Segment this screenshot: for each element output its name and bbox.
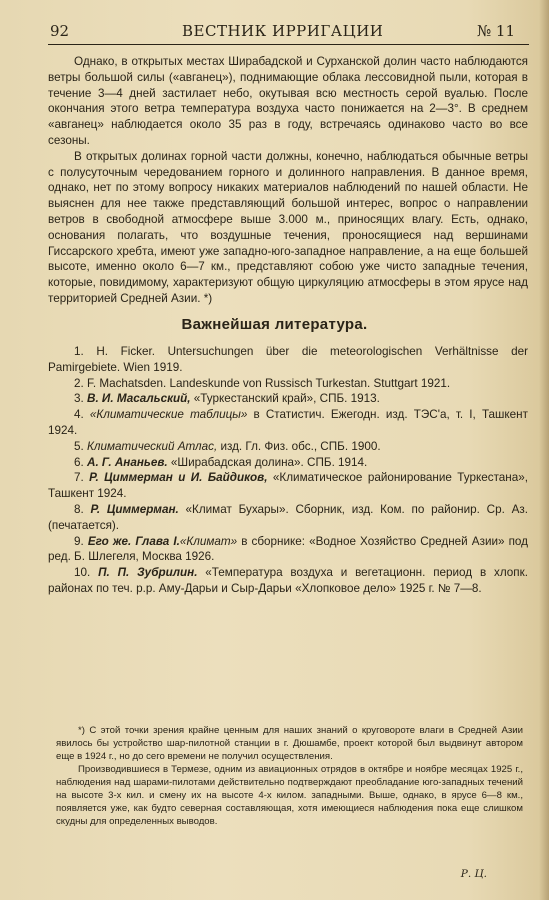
body-paragraph-2: В открытых долинах горной части должны, конечно, наблюдаться обычные ветры с полусуточным чередованием горного и долинного направления. В данное время, однако, нет по этому вопросу никаких материалов наблюдений по нашей области. Не выяснен для нее также представляющий большой интерес, вопрос о направлении ветров в свободной атмосфере выше 3.000 м., приносящих влагу. Есть, однако, основания полагать, что воздушные течения, проносящиеся над вершинами Гиссарского хребта, имеют уже западно-юго-западное направление, а на еще большей высоте, именно около 6—7 км., представляют собою уже чисто западные течения, которые, повидимому, характеризуют общую циркуляцию атмосферы в этом ярусе над территорией Средней Азии. *) bbox=[48, 149, 528, 305]
reference-number: 4. bbox=[74, 408, 84, 422]
reference-list bbox=[48, 344, 528, 597]
reference-text: изд. Гл. Физ. обс., СПБ. 1900. bbox=[217, 439, 381, 453]
reference-italic-title: «Климатические таблицы» bbox=[89, 408, 248, 422]
header-rule bbox=[48, 44, 529, 45]
reference-number: 6. bbox=[74, 455, 84, 469]
journal-title: ВЕСТНИК ИРРИГАЦИИ bbox=[182, 22, 384, 40]
literature-heading: Важнейшая литература. bbox=[181, 316, 368, 333]
reference-item bbox=[48, 391, 528, 407]
body-paragraph-1: Однако, в открытых местах Ширабадской и Сурханской долин часто наблюдаются ветры большой силы («авганец»), поднимающие облака лессовидной пыли, которая в течение 3—4 дней застилает небо, окутывая всю местность серой вуалью. После окончания этого ветра температура воздуха часто понижается на 2—3°. В среднем «авганец» наблюдается около 35 раз в году, встречаясь одинаково часто во все сезоны. bbox=[48, 55, 528, 147]
reference-text: «Климатическое районирование Туркестана», Ташкент 1924. bbox=[48, 471, 529, 501]
reference-number: 1. bbox=[74, 345, 84, 358]
reference-item bbox=[48, 455, 528, 471]
reference-text: H. Ficker. Untersuchungen über die meteorologischen Verhältnisse der Pamirgebiete. Wien 1919. bbox=[48, 345, 528, 374]
reference-author: П. П. Зубрилин. bbox=[98, 566, 198, 580]
reference-text: в Статистич. Ежегодн. изд. ТЭС'а, т. I, Ташкент 1924. bbox=[48, 408, 528, 437]
reference-author: Его же. Глава I. bbox=[87, 534, 180, 548]
reference-text: «Климат Бухары». Сборник, изд. Ком. по районир. Ср. Аз. (печатается). bbox=[48, 502, 528, 532]
reference-author: Р. Циммерман. bbox=[90, 502, 179, 516]
footnote-paragraph-1: *) С этой точки зрения крайне ценным для наших знаний о круговороте влаги в Средней Азии явилось бы устройство шар-пилотной станции в г. Дюшамбе, проект которой был выдвинут автором еще в 1924 г., но до сего времени не получил осуществления. bbox=[56, 725, 523, 762]
reference-item bbox=[48, 407, 528, 439]
reference-author: В. И. Масальский, bbox=[87, 392, 191, 406]
issue-number: № 11 bbox=[476, 22, 515, 40]
reference-italic-title: «Климат» bbox=[179, 534, 238, 548]
reference-item bbox=[48, 565, 528, 597]
reference-number: 5. bbox=[74, 439, 84, 453]
reference-item bbox=[48, 534, 528, 566]
reference-text: F. Machatsden. Landeskunde von Russisch Turkestan. Stuttgart 1921. bbox=[87, 376, 451, 390]
footnote bbox=[56, 724, 523, 828]
reference-item bbox=[48, 470, 528, 502]
reference-author: А. Г. Ананьев. bbox=[87, 455, 168, 469]
reference-item bbox=[48, 376, 528, 392]
page-edge-shadow bbox=[539, 0, 549, 900]
reference-text: «Температура воздуха и вегетационн. период в хлопк. районах по теч. р.р. Аму-Дарьи и Сыр-Дарьи «Хлопковое дело» 1925 г. № 7—8. bbox=[48, 566, 528, 595]
reference-text: «Ширабадская долина». СПБ. 1914. bbox=[167, 455, 368, 469]
reference-number: 3. bbox=[74, 392, 84, 406]
reference-text: в сборнике: «Водное Хозяйство Средней Азии» под ред. Б. Шлегеля, Москва 1926. bbox=[48, 534, 528, 564]
reference-number: 9. bbox=[74, 534, 84, 548]
running-header bbox=[50, 18, 527, 42]
reference-item bbox=[48, 344, 528, 376]
footnote-paragraph-2: Производившиеся в Термезе, одним из авиационных отрядов в октябре и ноябре месяцах 1925 г., наблюдения над шарами-пилотами действительно подтверждают преобладание юго-западных течений на высоте 3-х кил. и смену их на высоте 4-х килом. западными. Выше, однако, в ярусе 6—8 км., появляется уже, как будто северная составляющая, хотя имеющиеся наблюдения пока еще слишком скудны для определенных выводов. bbox=[56, 764, 523, 827]
reference-author: Р. Циммерман и И. Байдиков, bbox=[89, 471, 268, 485]
reference-text: «Туркестанский край», СПБ. 1913. bbox=[190, 392, 380, 406]
footnote-signature: Р. Ц. bbox=[460, 868, 487, 880]
reference-number: 7. bbox=[74, 471, 84, 485]
reference-number: 8. bbox=[74, 502, 84, 516]
page-number: 92 bbox=[50, 22, 70, 40]
reference-item bbox=[48, 502, 528, 534]
reference-number: 2. bbox=[74, 376, 84, 390]
main-text bbox=[48, 54, 528, 307]
reference-italic-title: Климатический Атлас, bbox=[87, 439, 218, 453]
reference-item bbox=[48, 439, 528, 455]
reference-number: 10. bbox=[74, 566, 91, 580]
